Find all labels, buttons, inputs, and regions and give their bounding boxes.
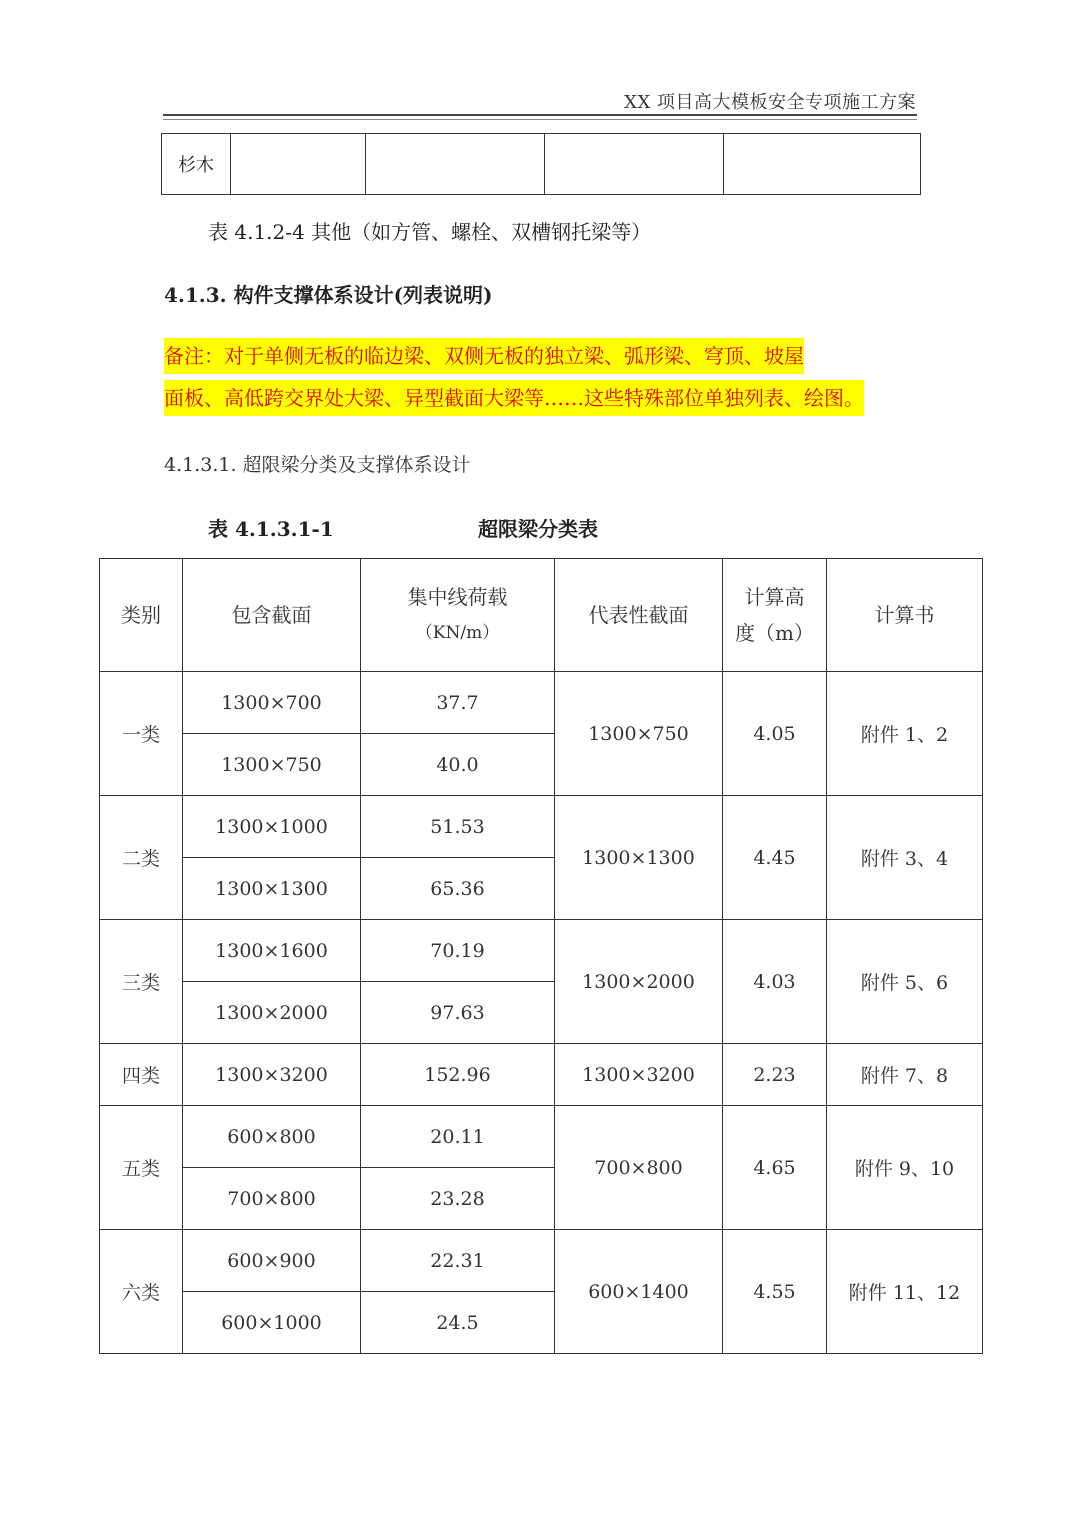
header-load-label: 集中线荷载 [407, 585, 508, 609]
load-cell: 22.31 [361, 1230, 555, 1292]
load-cell: 70.19 [361, 920, 555, 982]
header-rule [163, 114, 917, 116]
category-cell: 一类 [100, 672, 183, 796]
load-cell: 97.63 [361, 982, 555, 1044]
category-cell: 三类 [100, 920, 183, 1044]
section-cell: 1300×750 [183, 734, 361, 796]
table-row [100, 1230, 983, 1292]
subsection-heading: 4.1.3.1. 超限梁分类及支撑体系设计 [164, 454, 471, 476]
header-rule-thin [163, 119, 917, 120]
page-header-title: XX 项目高大模板安全专项施工方案 [624, 92, 916, 113]
category-cell: 二类 [100, 796, 183, 920]
table-caption-4124: 表 4.1.2-4 其他（如方管、螺栓、双槽钢托梁等） [208, 220, 652, 244]
section-cell: 1300×700 [183, 672, 361, 734]
empty-cell [231, 134, 366, 195]
rep-section-cell: 1300×1300 [555, 796, 723, 920]
section-cell: 600×800 [183, 1106, 361, 1168]
rep-section-cell: 600×1400 [555, 1230, 723, 1354]
empty-cell [366, 134, 545, 195]
calc-book-cell: 附件 1、2 [827, 672, 983, 796]
calc-book-cell: 附件 9、10 [827, 1106, 983, 1230]
header-load-unit: （KN/m） [415, 623, 500, 643]
load-cell: 20.11 [361, 1106, 555, 1168]
table-header-row [100, 559, 983, 672]
beam-classification-table [99, 558, 983, 1354]
header-calc-height-l2: 度（m） [735, 621, 814, 645]
table-row [100, 1044, 983, 1106]
calc-height-cell: 2.23 [723, 1044, 827, 1106]
section-cell: 1300×1600 [183, 920, 361, 982]
load-cell: 65.36 [361, 858, 555, 920]
note-text: 备注：对于单侧无板的临边梁、双侧无板的独立梁、弧形梁、穹顶、坡屋 [164, 338, 804, 374]
category-cell: 六类 [100, 1230, 183, 1354]
section-cell: 1300×1300 [183, 858, 361, 920]
table-title: 超限梁分类表 [478, 517, 598, 541]
load-cell: 23.28 [361, 1168, 555, 1230]
header-sections: 包含截面 [183, 559, 361, 672]
wood-material-table-fragment [161, 133, 921, 195]
table-row [100, 672, 983, 734]
calc-book-cell: 附件 11、12 [827, 1230, 983, 1354]
section-cell: 600×1000 [183, 1292, 361, 1354]
header-calc-book: 计算书 [827, 559, 983, 672]
load-cell: 40.0 [361, 734, 555, 796]
header-category: 类别 [100, 559, 183, 672]
section-cell: 1300×3200 [183, 1044, 361, 1106]
empty-cell [545, 134, 724, 195]
row-label: 杉木 [162, 134, 231, 195]
empty-cell [724, 134, 921, 195]
rep-section-cell: 1300×3200 [555, 1044, 723, 1106]
calc-height-cell: 4.45 [723, 796, 827, 920]
load-cell: 24.5 [361, 1292, 555, 1354]
rep-section-cell: 700×800 [555, 1106, 723, 1230]
section-cell: 700×800 [183, 1168, 361, 1230]
load-cell: 37.7 [361, 672, 555, 734]
table-row [100, 1106, 983, 1168]
rep-section-cell: 1300×2000 [555, 920, 723, 1044]
category-cell: 四类 [100, 1044, 183, 1106]
section-cell: 1300×1000 [183, 796, 361, 858]
section-heading: 4.1.3. 构件支撑体系设计(列表说明) [164, 283, 493, 307]
calc-height-cell: 4.05 [723, 672, 827, 796]
table-row [100, 920, 983, 982]
section-cell: 1300×2000 [183, 982, 361, 1044]
load-cell: 152.96 [361, 1044, 555, 1106]
header-load [361, 559, 555, 672]
table-row [100, 796, 983, 858]
calc-height-cell: 4.65 [723, 1106, 827, 1230]
header-calc-height-l1: 计算高 [744, 585, 805, 609]
calc-height-cell: 4.55 [723, 1230, 827, 1354]
calc-book-cell: 附件 3、4 [827, 796, 983, 920]
section-cell: 600×900 [183, 1230, 361, 1292]
calc-book-cell: 附件 7、8 [827, 1044, 983, 1106]
highlighted-note-line-1 [164, 340, 804, 369]
load-cell: 51.53 [361, 796, 555, 858]
header-calc-height [723, 559, 827, 672]
rep-section-cell: 1300×750 [555, 672, 723, 796]
table-body [100, 672, 983, 1354]
calc-book-cell: 附件 5、6 [827, 920, 983, 1044]
calc-height-cell: 4.03 [723, 920, 827, 1044]
highlighted-note-line-2 [164, 382, 864, 411]
table-row [162, 134, 921, 195]
note-text: 面板、高低跨交界处大梁、异型截面大梁等……这些特殊部位单独列表、绘图。 [164, 380, 864, 416]
table-number: 表 4.1.3.1-1 [208, 517, 334, 541]
category-cell: 五类 [100, 1106, 183, 1230]
header-rep-section: 代表性截面 [555, 559, 723, 672]
